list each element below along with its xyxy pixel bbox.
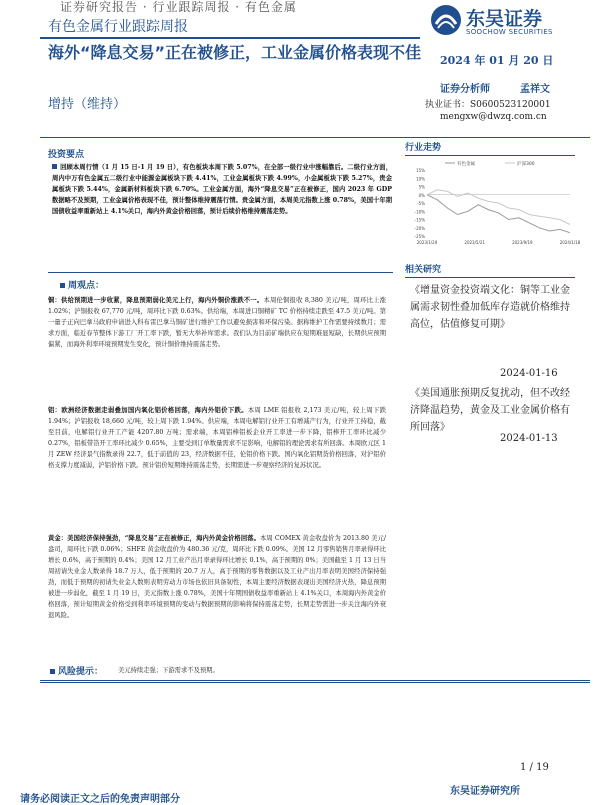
disclaimer-note: 请务必阅读正文之后的免责声明部分 (20, 794, 180, 805)
bullet-icon (52, 164, 57, 169)
x-tick-label: 2023/9/19 (512, 240, 533, 245)
divider (40, 682, 590, 683)
industry-trend-chart (405, 158, 581, 248)
related-date-2: 2024-01-13 (500, 433, 558, 444)
y-tick-label: -15% (414, 217, 425, 223)
views-title: 周观点： (68, 281, 105, 291)
divider (48, 272, 393, 273)
logo-text-cn: 东吴证券 (466, 8, 543, 30)
related-heading: 相关研究 (405, 265, 442, 275)
x-tick-label: 2023/1/20 (416, 240, 438, 245)
summary-text: 回顾本周行情（1 月 15 日-1 月 19 日），有色板块本周下跌 5.07%，在全部一级行业中涨幅靠后。二级行业方面，周内中万有色金属五二级行业中能源金属板块下跌 4.41%，工业金属板块下跌 4.99%，小金属板块下跌 5.27%，贵金属板块下跌 5.44%，金属新材料板块下跌 6.70%。工业金属方面，海外“降息交易”正在被修正，国内 2023 年 GDP 数据略不及预期，工业金属价格表现不佳，预计整体维持震荡行情。贵金属方面，本周美元指数上涨 0.78%，美国十年期国债收益率重新站上 4.1%关口，海内外黄金价格回落，预计后续价格维持震荡走势。 (52, 164, 392, 215)
risk-text: 美元持续走强；下游需求不及预期。 (118, 667, 219, 674)
y-tick-label: 5% (418, 184, 425, 190)
divider (40, 137, 590, 138)
aluminum-paragraph (48, 405, 386, 471)
copper-lead: 铜：供给预期进一步收紧，降息预期弱化美元上行，海内外铜价涨跌不一。 (48, 297, 264, 304)
logo-text-en: SOOCHOW SECURITIES (466, 28, 553, 36)
report-type: 有色金属行业跟踪周报 (48, 19, 188, 35)
related-date-1: 2024-01-16 (500, 368, 558, 379)
analyst-name: 孟祥文 (520, 84, 550, 95)
series-line-1 (427, 195, 570, 233)
related-report-1[interactable]: 《增量资金投资端文化：铜等工业金属需求韧性叠加低库存造就价格维持高位，估值修复可期》 (410, 285, 570, 330)
aluminum-body: 本周 LME 铝报收 2,173 美元/吨，较上周下跌 1.94%；沪铝报收 18,660 元/吨，较上周下跌 1.94%。供应端，本周电解铝行业开工有增减产行为，行业开工持稳，截至目前，电解铝行业开工产能 4207.80 万吨；需求端，本周铝棒铝板企业开工率进一步下降，铝棒开工率环比减少 0.27%，铝板带箔开工率环比减少 0.65%，主要受到订单数量需求不足影响，电解铝的理论需求有所回落。本周欧元区 1 月 ZEW 经济景气指数录得 22.7，低于前值的 23，经济数据不佳，伦铝价格下跌。国内氧化铝期货价格回落，对沪铝价格支撑力度减弱，沪铝价格下跌。预计铝价短期维持震荡走势，长期需进一步观察经济的复苏状况。 (48, 407, 386, 469)
divider (40, 37, 420, 39)
gold-paragraph (48, 533, 386, 621)
y-tick-label: -5% (417, 201, 425, 206)
footer-company: 东吴证券研究所 (450, 786, 520, 797)
x-tick-label: 2024/1/18 (559, 240, 581, 245)
investment-heading: 投资要点 (48, 150, 85, 160)
y-tick-label: 15% (416, 168, 425, 173)
page-number: 1 / 19 (520, 762, 549, 773)
trend-heading: 行业走势 (405, 143, 442, 153)
aluminum-lead: 铝：欧洲经济数据走弱叠加国内氧化铝价格回落，海内外铝价下跌。 (48, 407, 248, 414)
divider (405, 277, 575, 278)
analyst-role: 证券分析师 (440, 84, 490, 95)
analyst-email[interactable]: mengxw@dwzq.com.cn (440, 112, 547, 122)
views-heading (60, 278, 104, 291)
divider (405, 155, 575, 156)
y-tick-label: -10% (414, 209, 425, 215)
y-tick-label: -25% (414, 234, 425, 239)
risk-heading (50, 664, 103, 677)
report-category: 证券研究报告 · 行业跟踪周报 · 有色金属 (60, 0, 297, 14)
series-line-2 (427, 190, 570, 225)
bullet-icon (50, 669, 55, 674)
related-report-2[interactable]: 《美国通胀预期反复扰动，但不改经济降温趋势，黄金及工业金属价格有所回落》 (410, 388, 570, 433)
company-logo (430, 4, 590, 38)
y-tick-label: 0% (418, 192, 425, 198)
risk-label: 风险提示： (58, 667, 104, 677)
investment-summary (52, 162, 392, 217)
y-tick-label: -20% (414, 225, 425, 231)
bullet-icon (60, 283, 65, 288)
gold-lead: 黄金：美国经济保持强劲，“降息交易”正在被修正，海内外黄金价格回落。 (48, 535, 260, 542)
legend-label-1: 有色金属 (457, 162, 475, 167)
logo-mark-icon (430, 4, 462, 36)
x-tick-label: 2023/5/21 (464, 240, 485, 245)
copper-body: 本周伦铜报收 8,380 美元/吨，周环比上涨 1.02%；沪铜报收 67,770 元/吨，周环比下跌 0.63%。供给端，本周进口铜精矿 TC 价格持续走跌至 47.5 美元/吨。第一量子正向巴拿马政府申请进入科布雷巴拿马铜矿进行维护工作以避免损害和环保污染。据称维护工作需要持续数月；需求方面，临近春节整体下游工厂开工率下跌，暂无大举补库需求。我们认为目前矿端供应在短期难显短缺，长期供应预期偏紧，而海外利率环境预期发生变化，预计铜价维持震荡走势。 (48, 297, 386, 348)
gold-body: 本周 COMEX 黄金收盘价为 2013.80 美元/盎司，周环比下跌 0.06%；SHFE 黄金收盘价为 480.36 元/克，周环比下跌 0.09%。美国 12 月零售销售月率录得环比增长 0.6%，高于预期的 0.4%；美国 12 月工业产出月率录得环比增长 0.1%，高于预期的 0%；美国截至 1 月 13 日当周初请失业金人数录得 18.7 万人，低于预期的 20.7 万人，高于预期的零售数据以及工业产出月率表明美国经济保持强劲，而低于预期的初请失业金人数则表明劳动力市场也依旧具备韧性，本周主要经济数据表现出美国经济火热，降息预期被进一步弱化，截至 1 月 19 日，美元指数上涨 0.78%，美国十年期国债收益率重新站上 4.1%关口，本周海内外黄金价格回落，预计短期黄金价格受到利率环境预期的变动与数据预期的影响将保持震荡走势，长期走势需进一步关注海内外衰退风险。 (48, 535, 386, 619)
legend-label-2: 沪深300 (517, 162, 535, 167)
copper-paragraph (48, 295, 386, 350)
y-tick-label: 10% (416, 176, 425, 182)
page-title: 海外“降息交易”正在被修正，工业金属价格表现不佳 (48, 43, 422, 62)
report-date: 2024 年 01 月 20 日 (440, 54, 554, 67)
rating-label: 增持（维持） (48, 97, 127, 112)
analyst-license: 执业证书：S0600523120001 (425, 100, 551, 110)
divider (40, 680, 590, 681)
